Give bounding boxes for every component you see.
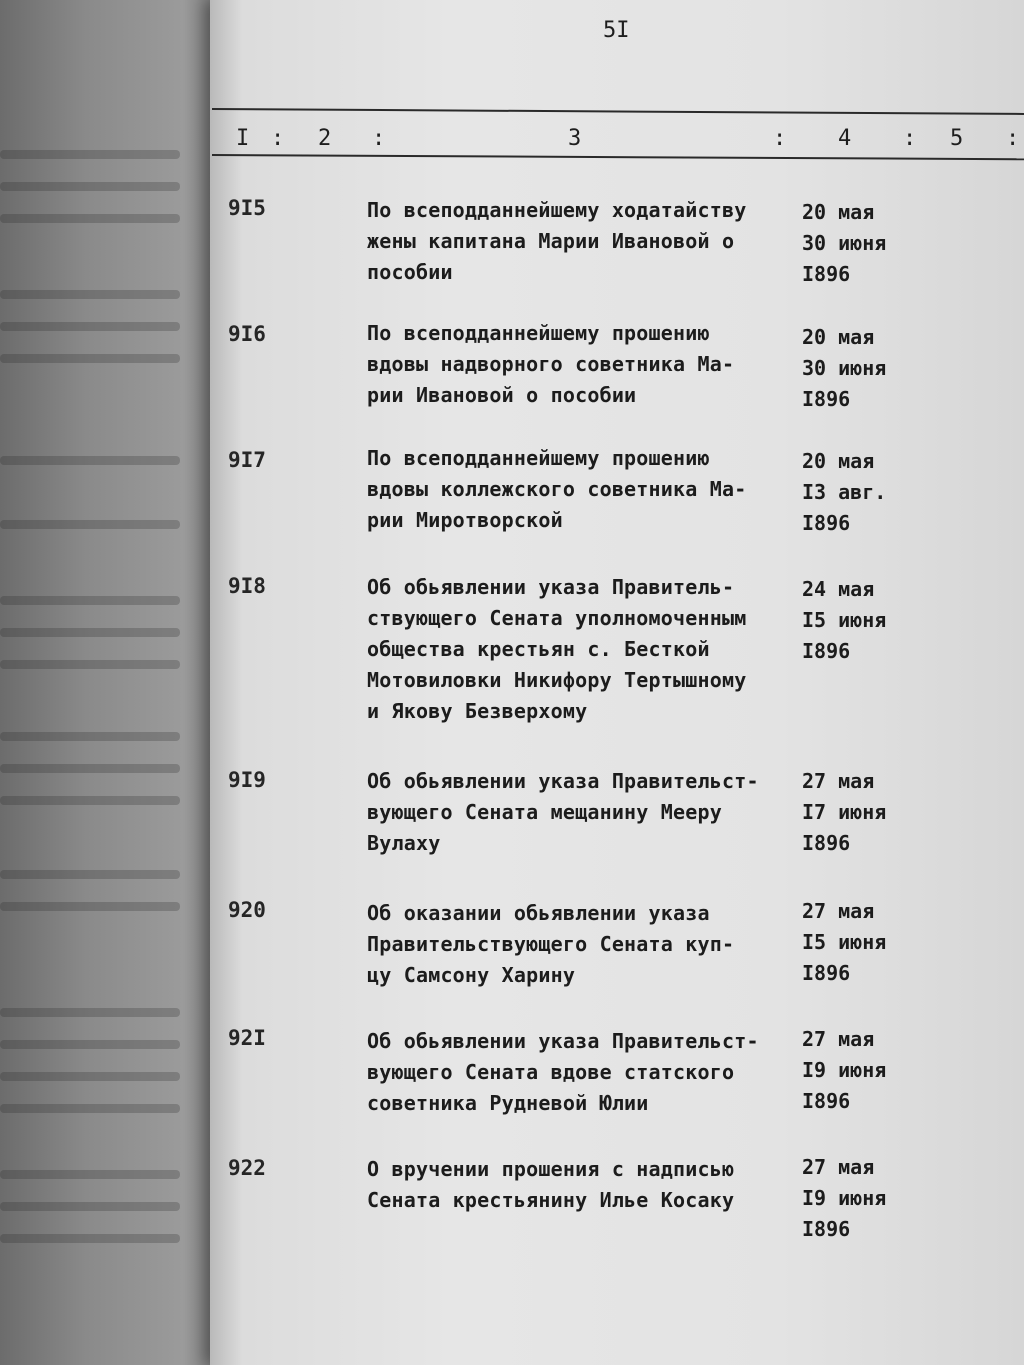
faint-text-line [0, 796, 180, 805]
entry-dates [802, 896, 912, 989]
column-header-5: 5 [950, 126, 964, 151]
faint-text-line [0, 1008, 180, 1017]
faint-text-line [0, 1040, 180, 1049]
end-date: 30 июня [802, 356, 887, 380]
faint-text-line [0, 1170, 180, 1179]
entry-title: О вручении прошения с надписью Сената крестьянину Илье Косаку [367, 1157, 735, 1212]
entry-title: Об обьявлении указа Правительст- вующего Сената вдове статского советника Рудневой Юлии [367, 1029, 759, 1115]
entry-number: 922 [228, 1156, 266, 1180]
column-separator: : [372, 126, 386, 151]
faint-text-line [0, 596, 180, 605]
entry-title: По всеподданнейшему ходатайству жены капитана Марии Ивановой о пособии [367, 198, 747, 284]
faint-text-line [0, 1104, 180, 1113]
entry-year: I896 [802, 1089, 851, 1113]
entry-title: Об оказании обьявлении указа Правительствующего Сената куп- цу Самсону Харину [367, 901, 735, 987]
faint-text-line [0, 764, 180, 773]
faint-text-line [0, 214, 180, 223]
end-date: 30 июня [802, 231, 887, 255]
start-date: 20 мая [802, 449, 875, 473]
entry-year: I896 [802, 511, 851, 535]
entry-number: 920 [228, 898, 266, 922]
entry-number: 9I9 [228, 768, 266, 792]
start-date: 24 мая [802, 577, 875, 601]
entry-number: 9I7 [228, 448, 266, 472]
page-number: 5I [603, 18, 630, 43]
faint-text-line [0, 520, 180, 529]
faint-text-line [0, 1202, 180, 1211]
faint-text-line [0, 628, 180, 637]
entry-number: 92I [228, 1026, 266, 1050]
facing-page [0, 0, 215, 1365]
faint-text-line [0, 1072, 180, 1081]
entry-dates [802, 197, 912, 290]
entry-title: По всеподданнейшему прошению вдовы надворного советника Ма- рии Ивановой о пособии [367, 321, 735, 407]
entry-year: I896 [802, 639, 851, 663]
column-header-4: 4 [838, 126, 852, 151]
entry-dates [802, 1152, 912, 1245]
entry-dates [802, 766, 912, 859]
end-date: I5 июня [802, 608, 887, 632]
start-date: 27 мая [802, 1027, 875, 1051]
entry-dates [802, 574, 912, 667]
end-date: I7 июня [802, 800, 887, 824]
faint-text-line [0, 322, 180, 331]
start-date: 27 мая [802, 1155, 875, 1179]
faint-text-line [0, 732, 180, 741]
faint-text-line [0, 290, 180, 299]
entry-dates [802, 446, 912, 539]
entry-dates [802, 322, 912, 415]
faint-text-line [0, 150, 180, 159]
start-date: 20 мая [802, 325, 875, 349]
start-date: 27 мая [802, 769, 875, 793]
end-date: I5 июня [802, 930, 887, 954]
entry-number: 9I8 [228, 574, 266, 598]
end-date: I3 авг. [802, 480, 887, 504]
end-date: I9 июня [802, 1058, 887, 1082]
entry-title: Об обьявлении указа Правитель- ствующего Сената уполномоченным общества крестьян с. Бесткой Мотовиловки Никифору Тертышному и Якову Безверхому [367, 575, 747, 723]
entry-year: I896 [802, 831, 851, 855]
faint-text-line [0, 456, 180, 465]
entry-year: I896 [802, 262, 851, 286]
start-date: 27 мая [802, 899, 875, 923]
entry-dates [802, 1024, 912, 1117]
entry-year: I896 [802, 961, 851, 985]
start-date: 20 мая [802, 200, 875, 224]
column-header-2: 2 [318, 126, 332, 151]
column-separator: : [903, 126, 917, 151]
column-header-1: I [236, 126, 250, 151]
column-header-3: 3 [568, 126, 582, 151]
faint-text-line [0, 354, 180, 363]
column-separator: : [1006, 126, 1020, 151]
entry-title: Об обьявлении указа Правительст- вующего Сената мещанину Мееру Вулаху [367, 769, 759, 855]
faint-text-line [0, 870, 180, 879]
column-separator: : [773, 126, 787, 151]
faint-text-line [0, 660, 180, 669]
entry-title: По всеподданнейшему прошению вдовы коллежского советника Ма- рии Миротворской [367, 446, 747, 532]
faint-text-line [0, 1234, 180, 1243]
entry-year: I896 [802, 387, 851, 411]
faint-text-line [0, 902, 180, 911]
end-date: I9 июня [802, 1186, 887, 1210]
entry-number: 9I5 [228, 196, 266, 220]
entry-number: 9I6 [228, 322, 266, 346]
faint-text-line [0, 182, 180, 191]
column-separator: : [271, 126, 285, 151]
entry-year: I896 [802, 1217, 851, 1241]
